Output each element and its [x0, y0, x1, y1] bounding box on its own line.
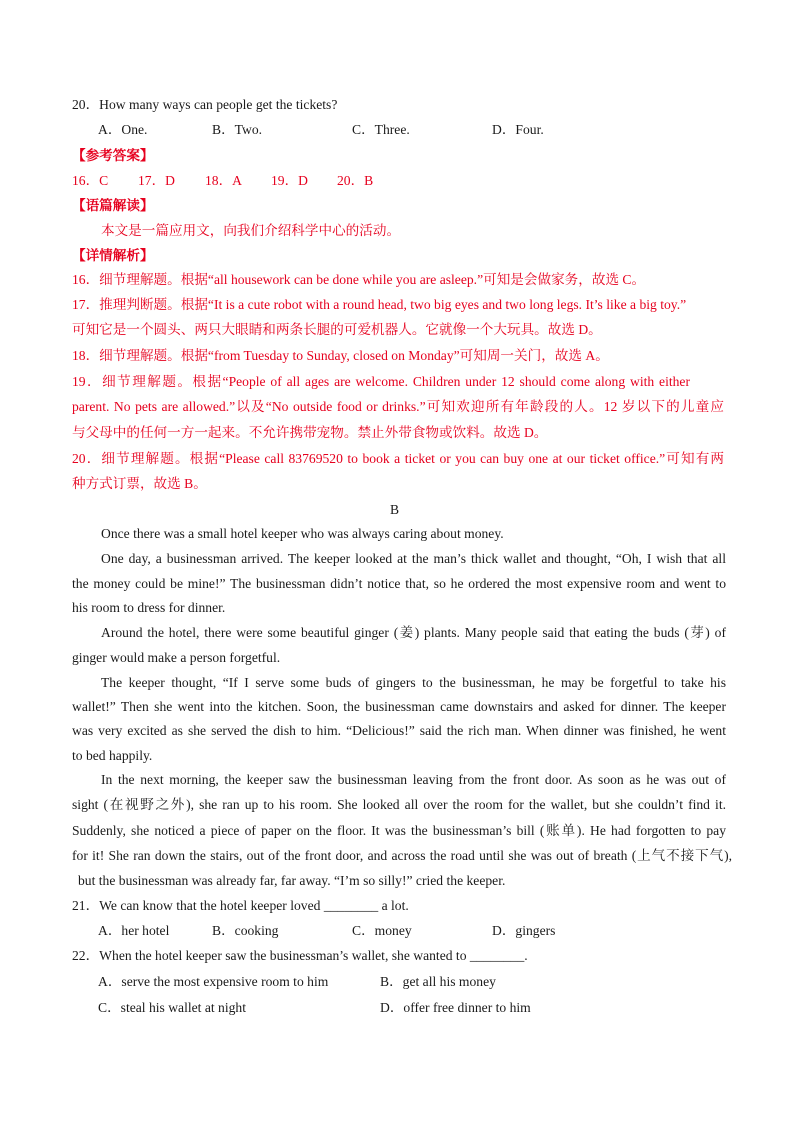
analysis-line: 19．细节理解题。根据“People of all ages are welcome. Children under 12 should come along with either — [72, 374, 690, 389]
passage-line: Once there was a small hotel keeper who was always caring about money. — [101, 526, 504, 541]
passage-line: the money could be mine!” The businessman didn’t notice that, so he ordered the most expensive room and went to — [72, 576, 726, 591]
passage-line: sight (在视野之外), she ran up to his room. She looked all over the room for the wallet, but she couldn’t find it. — [72, 797, 726, 812]
answer-18: 18．A — [205, 173, 243, 188]
analysis-line: 17．推理判断题。根据“It is a cute robot with a round head, two big eyes and two long legs. It’s like a big toy.” — [72, 297, 687, 312]
q22-option-d: D．offer free dinner to him — [380, 1000, 531, 1015]
answer-16: 16．C — [72, 173, 109, 188]
analysis-line: 16．细节理解题。根据“all housework can be done while you are asleep.”可知是会做家务，故选 C。 — [72, 272, 646, 287]
q22-option-b: B．get all his money — [380, 974, 496, 989]
detailed-analysis-heading: 【详情解析】 — [72, 248, 154, 263]
q20-option-a: A．One. — [98, 122, 148, 137]
question-21: 21．We can know that the hotel keeper loved ________ a lot. — [72, 898, 409, 913]
q22-option-a: A．serve the most expensive room to him — [98, 974, 329, 989]
analysis-line: 可知它是一个圆头、两只大眼睛和两条长腿的可爱机器人。它就像一个大玩具。故选 D。 — [72, 322, 602, 337]
answer-19: 19．D — [271, 173, 309, 188]
q22-option-c: C．steal his wallet at night — [98, 1000, 246, 1015]
analysis-line: 与父母中的任何一方一起来。不允许携带宠物。禁止外带食物或饮料。故选 D。 — [72, 425, 548, 440]
q21-option-d: D．gingers — [492, 923, 556, 938]
section-b-title: B — [390, 502, 400, 517]
q21-option-a: A．her hotel — [98, 923, 170, 938]
q21-option-b: B．cooking — [212, 923, 279, 938]
passage-line: but the businessman was already far, far away. “I’m so silly!” cried the keeper. — [78, 873, 506, 888]
passage-line: to bed happily. — [72, 748, 153, 763]
q20-option-d: D．Four. — [492, 122, 544, 137]
answer-17: 17．D — [138, 173, 176, 188]
q20-option-b: B．Two. — [212, 122, 263, 137]
passage-analysis-text: 本文是一篇应用文，向我们介绍科学中心的活动。 — [101, 223, 401, 238]
analysis-line: parent. No pets are allowed.”以及“No outside food or drinks.”可知欢迎所有年龄段的人。12 岁以下的儿童应 — [72, 399, 724, 414]
passage-line: ginger would make a person forgetful. — [72, 650, 281, 665]
q20-option-c: C．Three. — [352, 122, 410, 137]
q21-option-c: C．money — [352, 923, 412, 938]
passage-line: for it! She ran down the stairs, out of the front door, and across the road until she was out of breath (上气不接下气), — [72, 848, 732, 863]
passage-line: One day, a businessman arrived. The keeper looked at the man’s thick wallet and thought, “Oh, I wish that all — [101, 551, 726, 566]
passage-line: Suddenly, she noticed a piece of paper on the floor. It was the businessman’s bill (账单). He had forgotten to pay — [72, 823, 726, 838]
passage-line: Around the hotel, there were some beautiful ginger (姜) plants. Many people said that eating the buds (芽) of — [101, 625, 726, 640]
passage-line: The keeper thought, “If I serve some buds of gingers to the businessman, he may be forgetful to take his — [101, 675, 726, 690]
answer-heading: 【参考答案】 — [72, 148, 154, 163]
passage-line: his room to dress for dinner. — [72, 600, 226, 615]
analysis-line: 20．细节理解题。根据“Please call 83769520 to book a ticket or you can buy one at our ticket office.”可知有两 — [72, 451, 724, 466]
passage-line: was very excited as she served the dish to him. “Delicious!” said the rich man. When dinner was finished, he went — [72, 723, 726, 738]
passage-line: wallet!” Then she went into the kitchen. Soon, the businessman came downstairs and asked for dinner. The keeper — [72, 699, 726, 714]
answer-20: 20．B — [337, 173, 374, 188]
analysis-line: 18．细节理解题。根据“from Tuesday to Sunday, closed on Monday”可知周一关门，故选 A。 — [72, 348, 609, 363]
passage-analysis-heading: 【语篇解读】 — [72, 198, 154, 213]
question-20: 20．How many ways can people get the tickets? — [72, 97, 338, 112]
passage-line: In the next morning, the keeper saw the businessman leaving from the front door. As soon as he was out of — [101, 772, 726, 787]
analysis-line: 种方式订票，故选 B。 — [72, 476, 207, 491]
question-22: 22．When the hotel keeper saw the businessman’s wallet, she wanted to ________. — [72, 948, 528, 963]
